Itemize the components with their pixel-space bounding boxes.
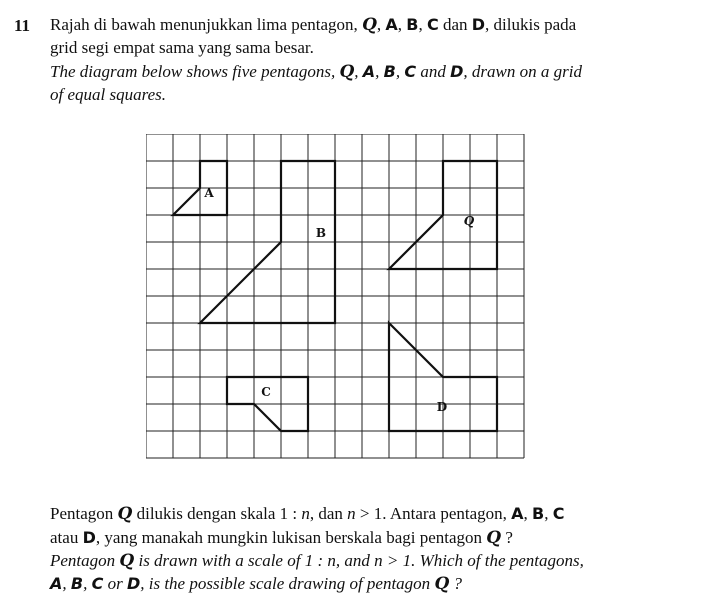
- label-q: Q: [434, 574, 450, 594]
- body-text: or: [103, 574, 127, 593]
- body-text: ?: [501, 528, 513, 547]
- label-c: C: [91, 574, 104, 593]
- body-text: dilukis dengan skala 1 :: [132, 504, 302, 523]
- body-malay-line1: [50, 503, 564, 525]
- label-pentagon-c: C: [261, 385, 271, 399]
- stem-text: The diagram below shows five pentagons,: [50, 62, 340, 81]
- label-b: B: [406, 15, 419, 34]
- body-text: Pentagon: [50, 504, 118, 523]
- label-d: D: [126, 574, 141, 593]
- sep: ,: [395, 62, 405, 81]
- stem-malay-line1: [50, 14, 576, 36]
- sep: ,: [523, 504, 533, 523]
- label-pentagon-d: D: [436, 400, 448, 414]
- sep: ,: [354, 62, 363, 81]
- body-text: atau: [50, 528, 83, 547]
- label-pentagon-q: Q: [463, 214, 475, 228]
- label-a: A: [50, 574, 63, 593]
- conj: and: [416, 62, 451, 81]
- body-text: is drawn with a scale of 1 : n, and n > 1. Which of the pentagons,: [134, 551, 584, 570]
- label-pentagon-a: A: [204, 186, 214, 200]
- sep: ,: [376, 15, 386, 34]
- label-a: A: [511, 504, 524, 523]
- label-a: A: [362, 62, 376, 81]
- stem-text: , dilukis pada: [485, 15, 577, 34]
- stem-text: Rajah di bawah menunjukkan lima pentagon,: [50, 15, 363, 34]
- label-d: D: [82, 528, 96, 547]
- stem-text: , drawn on a grid: [463, 62, 582, 81]
- stem-english-line2: of equal squares.: [50, 85, 167, 104]
- label-b: B: [532, 504, 545, 523]
- label-pentagon-b: B: [315, 226, 327, 240]
- body-text: > 1. Antara pentagon,: [355, 504, 512, 523]
- label-d: D: [471, 15, 486, 34]
- sep: ,: [375, 62, 384, 81]
- label-q: Q: [117, 504, 133, 524]
- label-q: Q: [362, 15, 377, 35]
- var-n: n: [347, 504, 356, 523]
- body-text: , yang manakah mungkin lukisan berskala bagi pentagon: [95, 528, 487, 547]
- stem-english-line1: [50, 61, 582, 83]
- var-n: n: [301, 504, 310, 523]
- label-c: C: [426, 15, 439, 34]
- body-text: ?: [449, 574, 462, 593]
- label-c: C: [404, 62, 417, 81]
- body-english-line2: [50, 573, 462, 595]
- label-q: Q: [339, 62, 355, 82]
- body-malay-line2: [50, 527, 513, 549]
- label-q: Q: [119, 551, 135, 571]
- sep: ,: [418, 15, 427, 34]
- sep: ,: [544, 504, 553, 523]
- body-text: Pentagon: [50, 551, 120, 570]
- label-b: B: [70, 574, 84, 593]
- body-english-line1: [50, 550, 584, 572]
- sep: ,: [62, 574, 71, 593]
- label-q: Q: [486, 528, 502, 548]
- sep: ,: [83, 574, 92, 593]
- question-number: 11: [14, 16, 31, 35]
- sep: ,: [397, 15, 407, 34]
- label-d: D: [450, 62, 464, 81]
- label-a: A: [385, 15, 398, 34]
- body-text: , is the possible scale drawing of pentagon: [140, 574, 435, 593]
- pentagon-labels: [203, 186, 474, 414]
- label-b: B: [383, 62, 396, 81]
- body-text: , dan: [309, 504, 348, 523]
- label-c: C: [552, 504, 565, 523]
- pentagon-grid-diagram: [146, 134, 526, 464]
- stem-malay-line2: grid segi empat sama yang sama besar.: [50, 38, 314, 57]
- conj: dan: [438, 15, 472, 34]
